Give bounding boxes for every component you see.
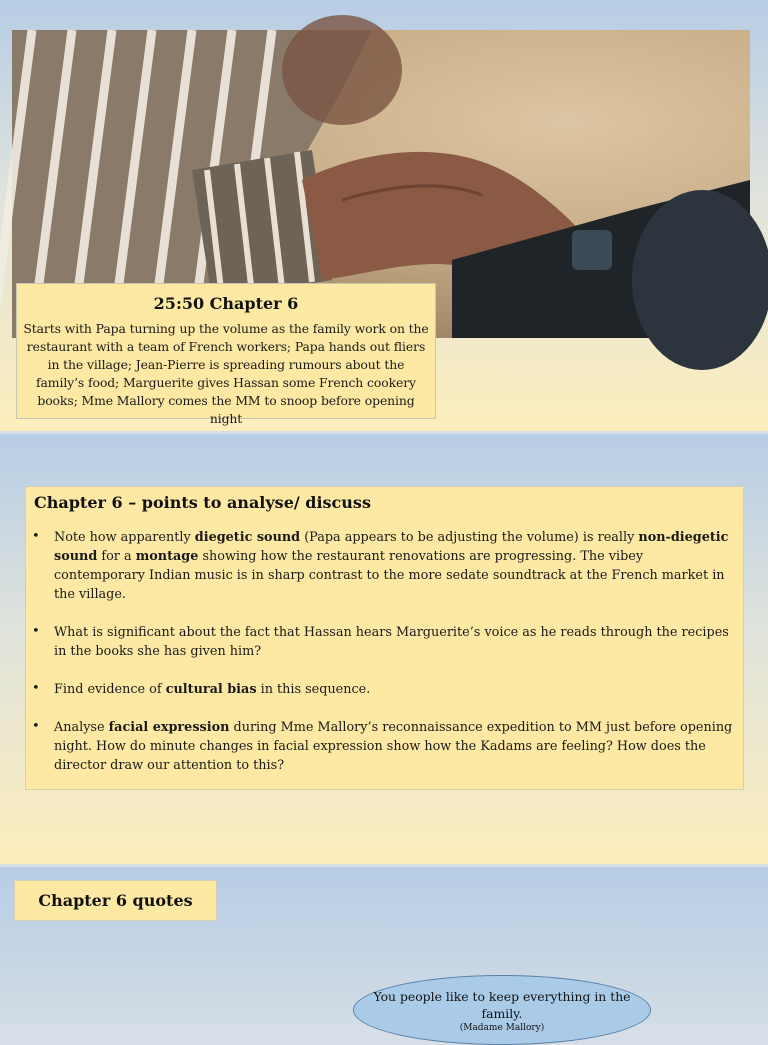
summary-box — [16, 283, 436, 426]
points-title: Chapter 6 – points to analyse/ discuss — [34, 493, 371, 512]
point-emphasis: diegetic sound — [194, 530, 301, 545]
point-text: Analyse — [54, 720, 109, 735]
bullet-icon: • — [32, 719, 40, 734]
point-text: (Papa appears to be adjusting the volume) is really — [300, 530, 639, 545]
slide-quotes — [0, 867, 768, 1033]
point-item — [34, 680, 735, 699]
point-emphasis: montage — [135, 549, 199, 564]
bullet-icon: • — [32, 624, 40, 639]
point-text: What is significant about the fact that Hassan hears Marguerite’s voice as he reads through the recipes in the books she has given him? — [54, 625, 729, 659]
summary-body: Starts with Papa turning up the volume as the family work on the restaurant with a team of French workers; Papa hands out fliers in the village; Jean-Pierre is spreading rumours about the family’s food; Marguerite gives Hassan some French cookery books; Mme Mallory comes the MM to snoop before opening night — [23, 321, 429, 426]
bullet-icon: • — [32, 529, 40, 544]
quote-text: You people like to keep everything in the family. — [373, 989, 631, 1021]
point-emphasis: facial expression — [108, 720, 230, 735]
point-item — [34, 623, 735, 661]
points-box — [25, 486, 744, 790]
point-text: in this sequence. — [256, 682, 371, 697]
quote-attribution: (Madame Mallory) — [459, 1023, 545, 1033]
bullet-icon: • — [32, 681, 40, 696]
point-item — [34, 528, 735, 604]
slide-summary — [0, 0, 768, 431]
point-text: during Mme Mallory’s reconnaissance expedition to MM just before opening night. How do minute changes in facial expression show how the Kadams are feeling? How does the director draw our attention to this? — [54, 720, 733, 773]
point-item — [34, 718, 735, 775]
points-list — [34, 528, 735, 775]
summary-title: 25:50 Chapter 6 — [153, 294, 299, 313]
point-text: Note how apparently — [54, 530, 195, 545]
point-emphasis: cultural bias — [165, 682, 257, 697]
slide-points — [0, 434, 768, 864]
quote-bubble — [353, 975, 651, 1045]
point-text: Find evidence of — [54, 682, 166, 697]
point-text: for a — [97, 549, 136, 564]
point-emphasis: non-diegetic sound — [54, 530, 729, 564]
point-text: showing how the restaurant renovations are progressing. The vibey contemporary Indian music is in sharp contrast to the more sedate soundtrack at the French market in the village. — [54, 549, 725, 602]
quotes-label: Chapter 6 quotes — [14, 880, 217, 921]
